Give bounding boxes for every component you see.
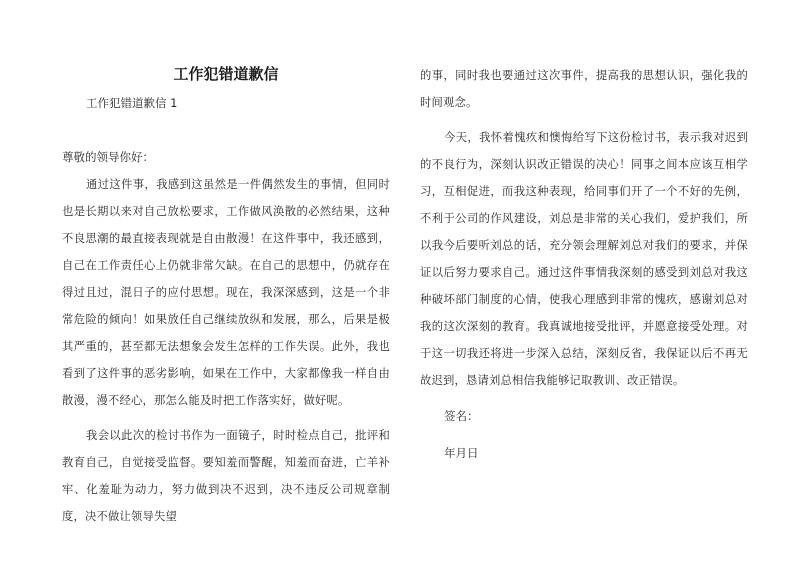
body-paragraph: 今天，我怀着愧疚和懊悔给写下这份检讨书，表示我对迟到的不良行为，深刻认识改正错误的决心！同事之间本应该互相学习，互相促进，而我这种表现，给同事们开了一个不好的先例，不利于公司的作风建设，刘总是非常的关心我们，爱护我们，所以我今后要听刘总的话，充分领会理解刘总对我们的要求，并保证以后努力要求自己。通过这件事情我深刻的感受到刘总对我这种破坏部门制度的心情，使我心理感到非常的愧疚，感谢刘总对我的这次深刻的教育。我真诚地接受批评，并愿意接受处理。对于这一切我还将进一步深入总结，深刻反省，我保证以后不再无故迟到，恳请刘总相信我能够记取教训、改正错误。 (420, 131, 748, 387)
left-column (62, 60, 390, 530)
document-subtitle: 工作犯错道歉信 1 (86, 96, 178, 110)
page-title: 工作犯错道歉信 (173, 65, 279, 83)
body-paragraph: 我会以此次的检讨书作为一面镜子，时时检点自己，批评和教育自己，自觉接受监督。要知羞而警醒，知羞而奋进，亡羊补牢、化羞耻为动力，努力做到决不迟到，决不违反公司规章制度，决不做让领导失望 (62, 429, 390, 523)
body-paragraph: 通过这件事，我感到这虽然是一件偶然发生的事情，但同时也是长期以来对自己放松要求，工作做风涣散的必然结果，这种不良思潮的最直接表现就是自由散漫！在这件事中，我还感到，自己在工作责任心上仍就非常欠缺。在自己的思想中，仍就存在得过且过，混日子的应付思想。现在，我深深感到，这是一个非常危险的倾向！如果放任自己继续放纵和发展，那么，后果是极其严重的，甚至都无法想象会发生怎样的工作失误。此外，我也看到了这件事的恶劣影响，如果在工作中，大家都像我一样自由散漫，漫不经心，那怎么能及时把工作落实好，做好呢。 (62, 178, 390, 407)
salutation: 尊敬的领导你好： (62, 150, 154, 164)
right-column (420, 62, 748, 461)
left-body (62, 171, 390, 530)
right-body (420, 62, 748, 394)
signature-label: 签名： (444, 409, 479, 423)
body-paragraph-continued: 的事，同时我也要通过这次事件，提高我的思想认识，强化我的时间观念。 (420, 69, 748, 109)
date-label: 年月日 (444, 446, 479, 460)
